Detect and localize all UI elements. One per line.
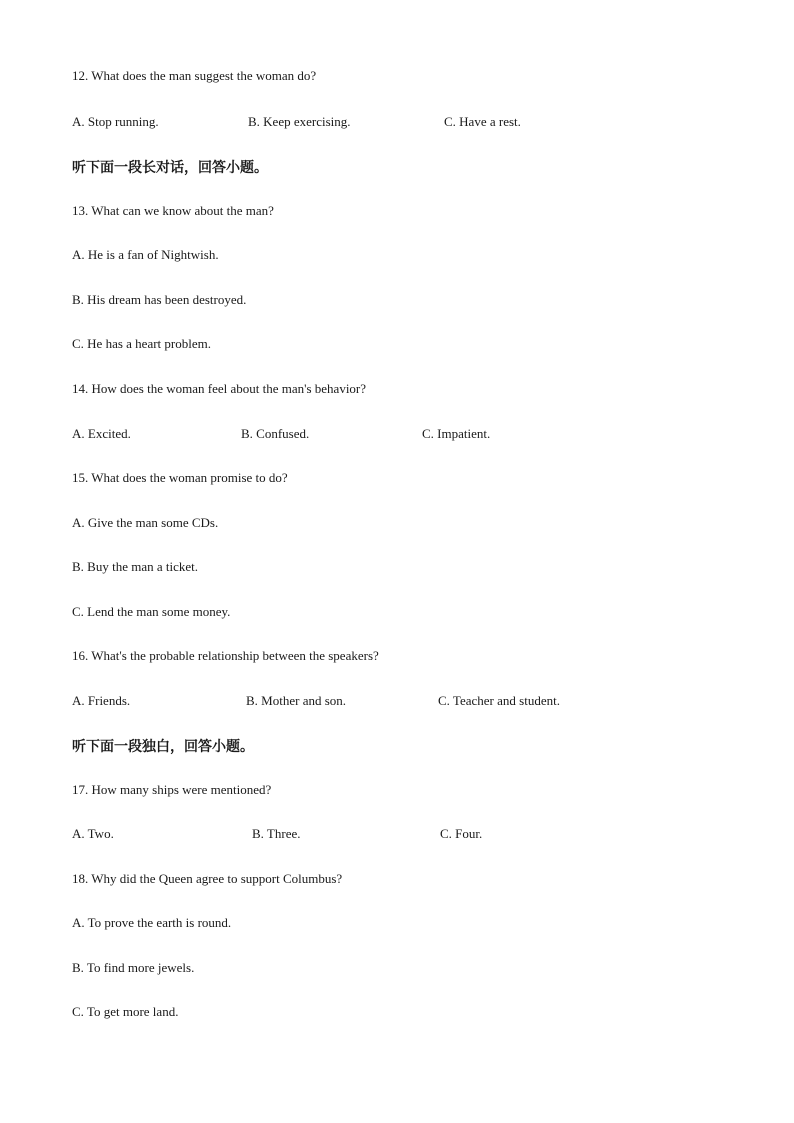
option-16-b: B. Mother and son. [246, 693, 347, 708]
option-17-b: B. Three. [252, 826, 301, 841]
question-14: 14. How does the woman feel about the man's behavior? [72, 381, 367, 396]
option-13-c: C. He has a heart problem. [72, 336, 211, 351]
option-12-b: B. Keep exercising. [248, 114, 351, 129]
section-heading-dialogue: 听下面一段长对话，回答小题。 [72, 160, 268, 176]
question-13: 13. What can we know about the man? [72, 203, 274, 218]
option-13-a: A. He is a fan of Nightwish. [72, 247, 219, 262]
question-17: 17. How many ships were mentioned? [72, 782, 272, 797]
question-12: 12. What does the man suggest the woman do? [72, 68, 317, 83]
option-16-a: A. Friends. [72, 693, 131, 708]
option-12-c: C. Have a rest. [444, 114, 521, 129]
question-18: 18. Why did the Queen agree to support Columbus? [72, 871, 343, 886]
option-17-a: A. Two. [72, 826, 114, 841]
option-15-a: A. Give the man some CDs. [72, 515, 219, 530]
question-16: 16. What's the probable relationship between the speakers? [72, 648, 379, 663]
option-14-a: A. Excited. [72, 426, 131, 441]
option-17-c: C. Four. [440, 826, 483, 841]
section-heading-monologue: 听下面一段独白，回答小题。 [72, 739, 254, 755]
option-18-c: C. To get more land. [72, 1004, 179, 1019]
option-16-c: C. Teacher and student. [438, 693, 560, 708]
option-12-a: A. Stop running. [72, 114, 159, 129]
option-14-b: B. Confused. [241, 426, 310, 441]
option-15-b: B. Buy the man a ticket. [72, 559, 199, 574]
option-15-c: C. Lend the man some money. [72, 604, 231, 619]
option-13-b: B. His dream has been destroyed. [72, 292, 247, 307]
question-15: 15. What does the woman promise to do? [72, 470, 288, 485]
option-18-b: B. To find more jewels. [72, 960, 195, 975]
option-18-a: A. To prove the earth is round. [72, 915, 232, 930]
option-14-c: C. Impatient. [422, 426, 491, 441]
